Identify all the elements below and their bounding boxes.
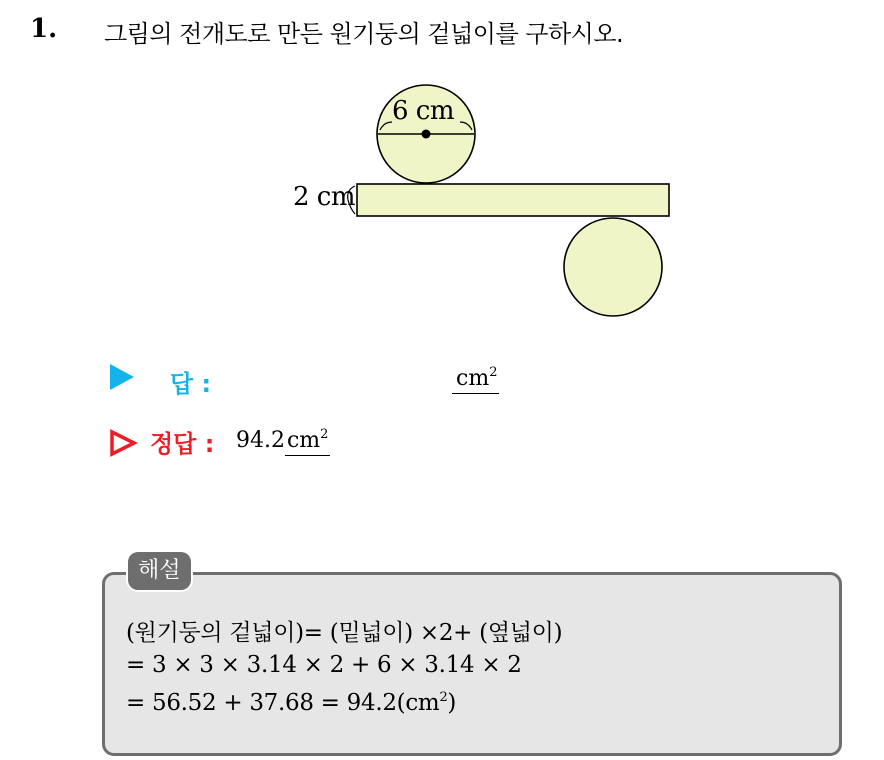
correct-answer — [236, 428, 330, 453]
solution-line-3-exponent: 2 — [439, 690, 448, 705]
solution-tag: 해설 — [128, 552, 191, 590]
question-text: 그림의 전개도로 만든 원기둥의 겉넓이를 구하시오. — [104, 20, 624, 48]
solution-line-3-close: ) — [447, 690, 457, 716]
answer-unit-blank[interactable] — [452, 366, 499, 394]
side-rectangle — [357, 184, 669, 216]
correct-unit-group — [285, 428, 330, 456]
height-label: 2 cm — [293, 182, 356, 212]
correct-value: 94.2 — [236, 428, 285, 453]
diameter-label: 6 cm — [392, 96, 455, 126]
question-number: 1. — [30, 14, 58, 44]
answer-unit: cm — [456, 366, 490, 391]
solution-line-2: = 3 × 3 × 3.14 × 2 + 6 × 3.14 × 2 — [126, 652, 522, 678]
bottom-base-circle — [564, 218, 662, 316]
correct-unit: cm — [286, 428, 321, 453]
correct-triangle-icon — [108, 428, 140, 458]
correct-unit-exponent: 2 — [320, 427, 329, 442]
answer-label: 답 : — [170, 370, 212, 398]
correct-label: 정답 : — [150, 430, 215, 458]
center-dot — [422, 130, 431, 139]
solution-line-3-main: = 56.52 + 37.68 = 94.2(cm — [126, 690, 440, 716]
answer-triangle-icon — [110, 364, 134, 390]
solution-line-1: (원기둥의 겉넓이)= (밑넓이) ×2+ (옆넓이) — [126, 620, 563, 646]
answer-unit-exponent: 2 — [489, 365, 498, 380]
solution-line-3 — [126, 690, 456, 716]
